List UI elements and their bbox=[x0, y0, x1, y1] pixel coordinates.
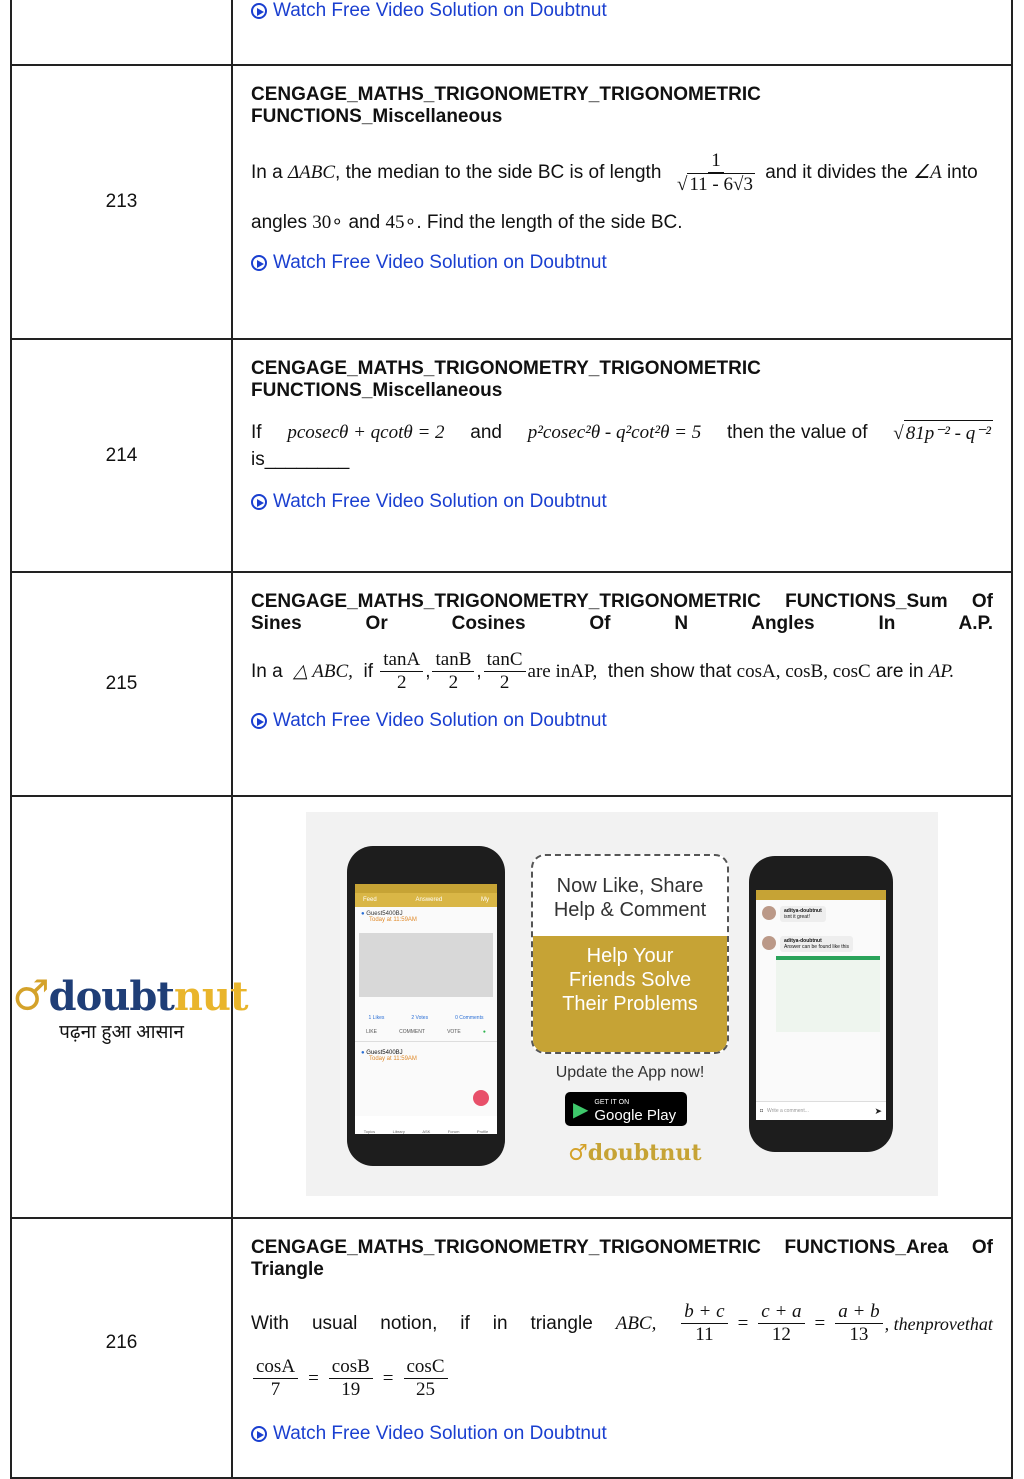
question-text: $\frac{\cos A}{7}$ = $\frac{\cos B}{19}$ = $\frac{\cos C}{25}$ bbox=[251, 1356, 993, 1401]
empty-number-cell bbox=[11, 0, 232, 65]
doubtnut-mark-icon: ♂ bbox=[568, 1140, 588, 1166]
answer-image bbox=[776, 956, 880, 1032]
question-text: In a ΔABC , the median to the side BC is of length $\frac{1}{√ 11 - 6√3}$ and it divides the ∠A into bbox=[251, 150, 978, 195]
question-cell bbox=[232, 339, 1012, 572]
play-icon bbox=[251, 713, 267, 729]
promo-box: Now Like, Share Help & Comment Help Your Friends Solve Their Problems bbox=[531, 854, 729, 1054]
comment-input[interactable]: Write a comment... bbox=[767, 1108, 809, 1114]
question-number: 216 bbox=[11, 1218, 232, 1478]
question-category: CENGAGE_MATHS_TRIGONOMETRY_TRIGONOMETRIC FUNCTIONS_Area Of Triangle bbox=[251, 1237, 993, 1280]
video-link[interactable]: Watch Free Video Solution on Doubtnut bbox=[251, 1423, 993, 1445]
update-text: Update the App now! bbox=[555, 1064, 705, 1081]
google-play-button[interactable]: ▶ GET IT ON Google Play bbox=[565, 1092, 687, 1126]
promo-gold-box: Help Your Friends Solve Their Problems bbox=[533, 936, 727, 1052]
brand-tagline: पढ़ना हुआ आसान bbox=[59, 1021, 184, 1043]
question-text: If pcosecθ + qcotθ = 2 and p²cosec²θ - q²cot²θ = 5 then the value of √ 81p⁻² - q⁻² bbox=[251, 420, 993, 447]
question-text: In a △ ABC, if $\frac{\tan A}{2}$ , $\frac{\tan B}{2}$ , $\frac{\tan C}{2}$ are inAP, then show that cosA, cosB, cosC are in AP. bbox=[251, 649, 955, 693]
video-link[interactable]: Watch Free Video Solution on Doubtnut bbox=[251, 252, 993, 274]
play-icon bbox=[251, 494, 267, 510]
video-link[interactable]: Watch Free Video Solution on Doubtnut bbox=[251, 0, 993, 22]
play-icon bbox=[251, 255, 267, 271]
avatar bbox=[762, 936, 776, 950]
avatar bbox=[762, 906, 776, 920]
question-text: With usual notion, if in triangle ABC, $\frac{b + c}{11}$ = $\frac{c + a}{12}$ = $\frac{a + b}{13}$ , thenprovethat bbox=[251, 1301, 993, 1345]
user-icon: ● bbox=[361, 1050, 365, 1056]
video-link[interactable]: Watch Free Video Solution on Doubtnut bbox=[251, 491, 993, 513]
phone-right bbox=[749, 856, 893, 1152]
question-cell bbox=[232, 572, 1012, 796]
question-text: angles 30∘ and 45∘. Find the length of the side BC. bbox=[251, 212, 683, 233]
brand-cell bbox=[11, 796, 248, 1218]
phone-left bbox=[347, 846, 505, 1166]
whatsapp-icon: ● bbox=[482, 1029, 486, 1035]
question-cell bbox=[232, 0, 1012, 65]
question-image bbox=[359, 933, 493, 997]
question-cell bbox=[232, 1218, 1012, 1478]
play-icon bbox=[251, 1426, 267, 1442]
questions-table bbox=[10, 0, 1013, 1479]
question-number: 213 bbox=[11, 65, 232, 339]
question-number: 215 bbox=[11, 572, 232, 796]
app-promo-banner[interactable] bbox=[306, 812, 938, 1196]
question-category: CENGAGE_MATHS_TRIGONOMETRY_TRIGONOMETRIC FUNCTIONS_Miscellaneous bbox=[251, 84, 761, 127]
question-category: CENGAGE_MATHS_TRIGONOMETRY_TRIGONOMETRIC FUNCTIONS_Sum Of Sines Or Cosines Of N Angles In A.P. bbox=[251, 591, 993, 634]
phone-left-screen: Feed Answered My ● Guest5400BJ Today at 11:59AM 1 Likes 2 Votes 0 Comments LIKE COMMENT VOTE ● ● Guest5400BJ Today at 11:59AM Topics Library ASK Forum Profile bbox=[355, 884, 497, 1134]
doubtnut-logo: ♂doubtnut bbox=[12, 970, 248, 1020]
doubtnut-logo-small: ♂doubtnut bbox=[568, 1140, 702, 1166]
user-icon: ● bbox=[361, 911, 365, 917]
phone-right-screen: aditya-doubtnut isnt it great! aditya-doubtnut Answer can be found like this ◘ Write a comment... ➤ bbox=[756, 890, 886, 1120]
send-icon: ➤ bbox=[874, 1105, 882, 1116]
question-text: is________ bbox=[251, 449, 350, 470]
play-store-icon: ▶ bbox=[573, 1098, 589, 1121]
video-link[interactable]: Watch Free Video Solution on Doubtnut bbox=[251, 710, 993, 732]
camera-icon: ◘ bbox=[760, 1108, 764, 1114]
play-icon bbox=[251, 3, 267, 19]
question-cell bbox=[232, 65, 1012, 339]
fab-button[interactable] bbox=[473, 1090, 489, 1106]
fraction: $\frac{1}{√ 11 - 6√3}$ bbox=[676, 150, 753, 195]
question-category: CENGAGE_MATHS_TRIGONOMETRY_TRIGONOMETRIC FUNCTIONS_Miscellaneous bbox=[251, 358, 761, 401]
question-number: 214 bbox=[11, 339, 232, 572]
doubtnut-mark-icon: ♂ bbox=[12, 970, 49, 1020]
